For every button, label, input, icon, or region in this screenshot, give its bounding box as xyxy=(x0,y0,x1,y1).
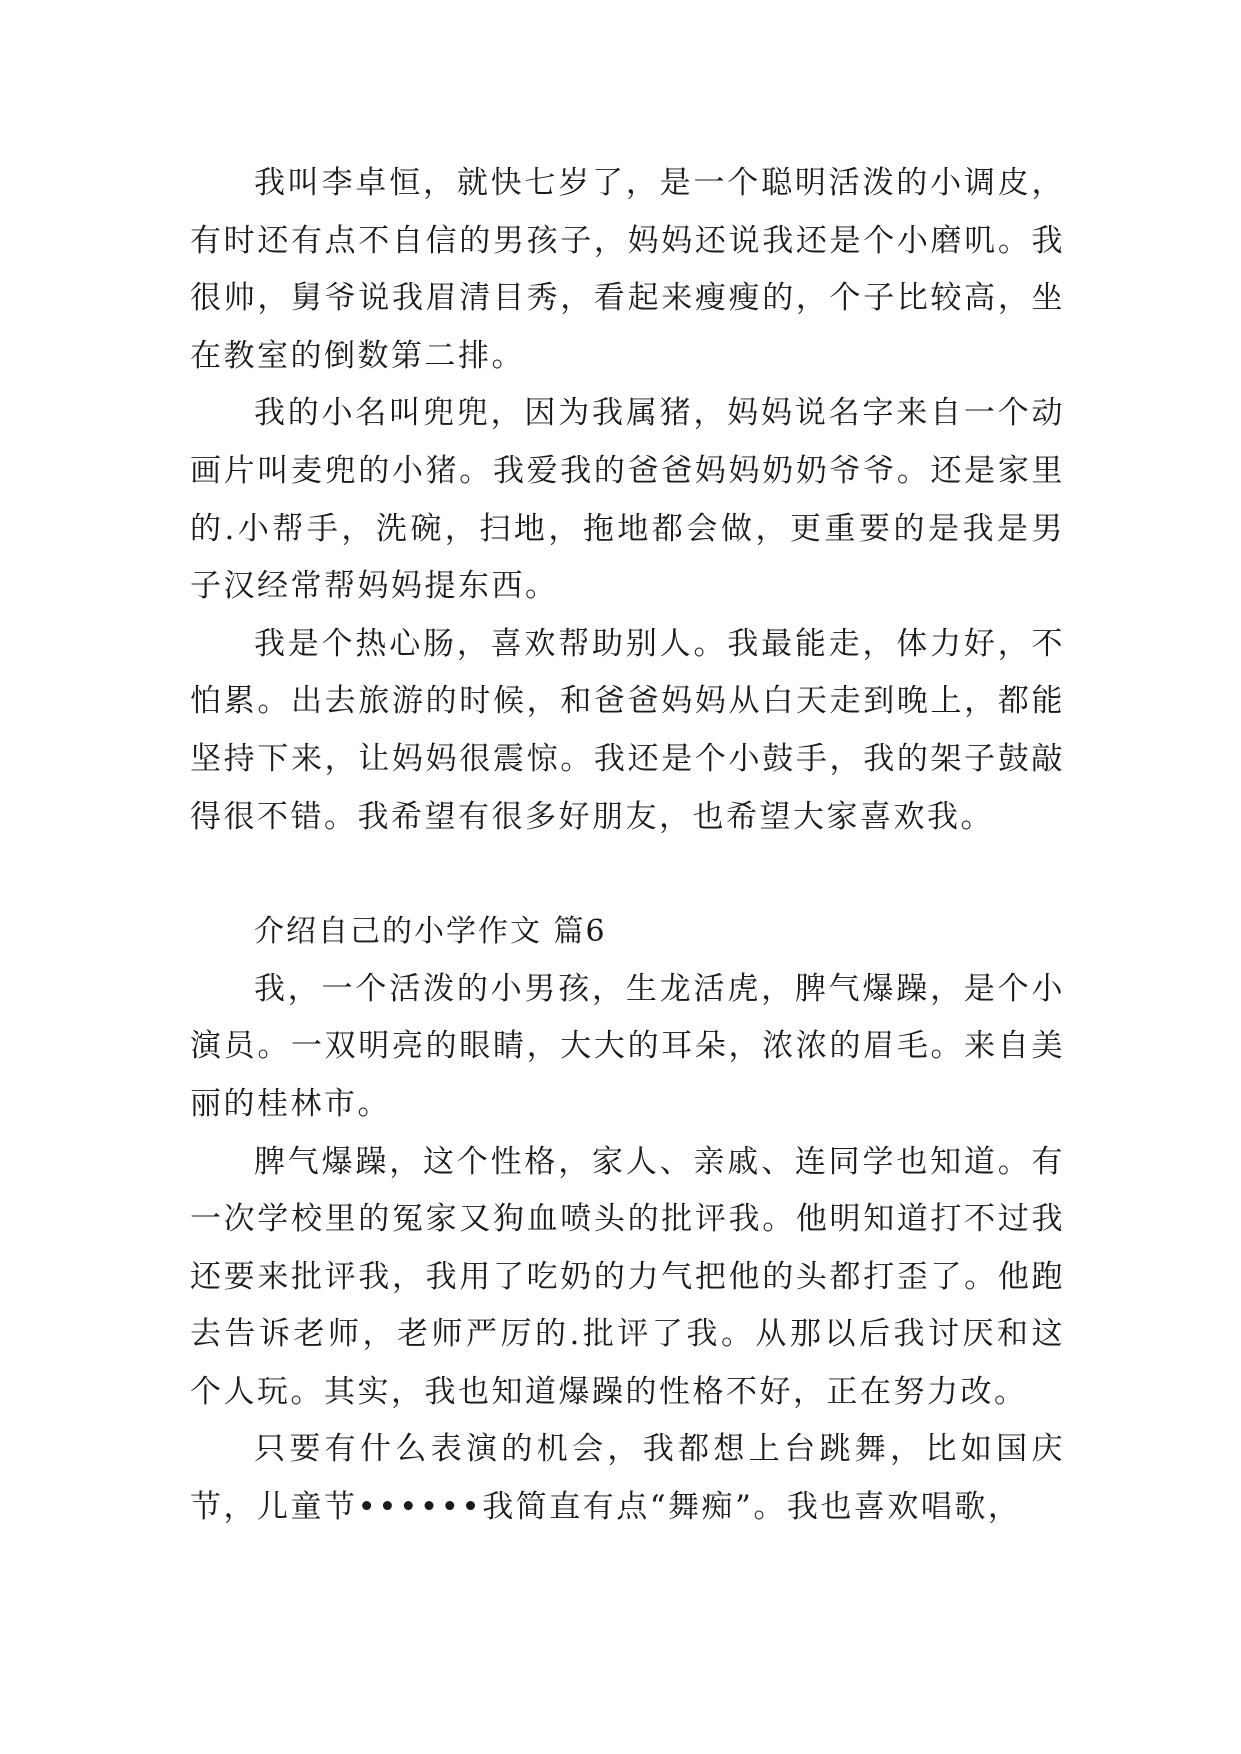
paragraph-dance: 只要有什么表演的机会，我都想上台跳舞，比如国庆节，儿童节••••••我简直有点“舞痴”。我也喜欢唱歌， xyxy=(190,1431,1065,1526)
section-heading: 介绍自己的小学作文 篇6 xyxy=(254,914,607,950)
paragraph-temper: 脾气爆躁，这个性格，家人、亲戚、连同学也知道。有一次学校里的冤家又狗血喷头的批评我。他明知道打不过我还要来批评我，我用了吃奶的力气把他的头都打歪了。他跑去告诉老师，老师严厉的.批评了我。从那以后我讨厌和这个人玩。其实，我也知道爆躁的性格不好，正在努力改。 xyxy=(190,1143,1065,1410)
paragraph-nickname: 我的小名叫兜兜，因为我属猪，妈妈说名字来自一个动画片叫麦兜的小猪。我爱我的爸爸妈妈奶奶爷爷。还是家里的.小帮手，洗碗，扫地，拖地都会做，更重要的是我是男子汉经常帮妈妈提东西。 xyxy=(190,395,1065,605)
paragraph-self-intro: 我叫李卓恒，就快七岁了，是一个聪明活泼的小调皮，有时还有点不自信的男孩子，妈妈还说我还是个小磨叽。我很帅，舅爷说我眉清目秀，看起来瘦瘦的，个子比较高，坐在教室的倒数第二排。 xyxy=(190,165,1065,374)
paragraph-little-boy: 我，一个活泼的小男孩，生龙活虎，脾气爆躁，是个小演员。一双明亮的眼睛，大大的耳朵，浓浓的眉毛。来自美丽的桂林市。 xyxy=(190,970,1065,1122)
document-page xyxy=(190,155,1065,1537)
paragraph-helpful: 我是个热心肠，喜欢帮助别人。我最能走，体力好，不怕累。出去旅游的时候，和爸爸妈妈从白天走到晚上，都能坚持下来，让妈妈很震惊。我还是个小鼓手，我的架子鼓敲得很不错。我希望有很多好朋友，也希望大家喜欢我。 xyxy=(190,625,1065,835)
